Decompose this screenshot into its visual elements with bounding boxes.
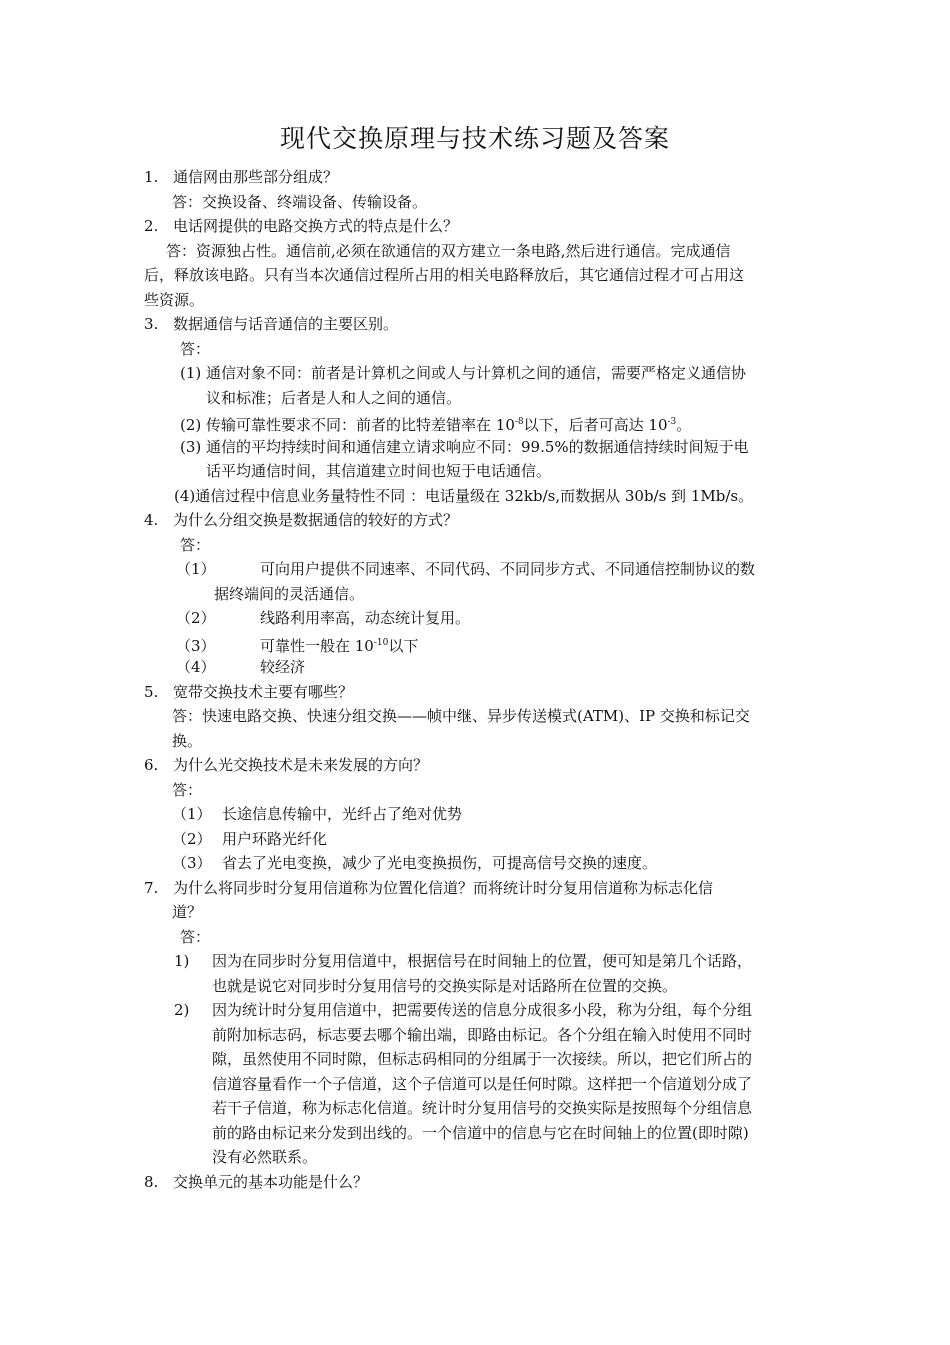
answer-label: 答：	[172, 780, 203, 799]
answer-label: 答：	[180, 339, 211, 358]
question-number: 8.	[144, 1172, 159, 1191]
answer-6-item-3	[144, 851, 810, 876]
answer-3-point-3: (3) 通信的平均持续时间和通信建立请求响应不同：99.5%的数据通信持续时间短于电	[180, 437, 749, 456]
question-text: 为什么将同步时分复用信道称为位置化信道？而将统计时分复用信道称为标志化信	[173, 878, 714, 897]
superscript: -10	[373, 637, 389, 648]
item-number: 2)	[174, 1001, 190, 1019]
item-text: 因为在同步时分复用信道中，根据信号在时间轴上的位置，便可知是第几个话路，	[212, 952, 753, 970]
answer-4-item-3	[144, 631, 810, 656]
item-number: （2）	[176, 609, 216, 627]
question-number: 5.	[144, 682, 159, 701]
question-2	[144, 214, 810, 239]
item-text: 线路利用率高，动态统计复用。	[260, 609, 471, 627]
answer-3-point-4: (4)通信过程中信息业务量特性不同 ：电话量级在 32kb/s,而数据从 30b/s 到 1Mb/s。	[174, 486, 754, 505]
answer-2-line-2: 后，释放该电路。只有当本次通信过程所占用的相关电路释放后，其它通信过程才可占用这	[144, 266, 745, 284]
question-4	[144, 508, 810, 533]
question-text: 宽带交换技术主要有哪些？	[173, 682, 354, 701]
text-segment: 。	[676, 416, 692, 434]
answer-3-point-3-cont: 话平均通信时间，其信道建立时间也短于电话通信。	[206, 462, 552, 480]
question-6	[144, 753, 810, 778]
answer-7-point-2-cont: 隙，虽然使用不同时隙，但标志码相同的分组属于一次接续。所以，把它们所占的	[212, 1050, 753, 1068]
answer-5-line-1: 答：快速电路交换、快速分组交换——帧中继、异步传送模式(ATM)、IP 交换和标记交	[172, 707, 750, 725]
document-body	[144, 165, 810, 1194]
question-text: 交换单元的基本功能是什么？	[173, 1172, 369, 1191]
answer-1: 答：交换设备、终端设备、传输设备。	[172, 192, 428, 211]
answer-7-point-1-cont: 也就是说它对同步时分复用信号的交换实际是对话路所在位置的交换。	[212, 976, 678, 995]
answer-label: 答：	[180, 535, 211, 554]
answer-7-point-2	[144, 998, 810, 1023]
item-number: （3）	[176, 636, 216, 655]
text-segment: 以下，后者可高达 10	[523, 416, 668, 434]
answer-label: 答：	[180, 927, 211, 946]
answer-7-point-2-cont: 没有必然联系。	[212, 1148, 318, 1166]
question-text: 通信网由那些部分组成？	[173, 168, 339, 186]
question-7-cont: 道？	[172, 903, 203, 921]
answer-2-line-3: 些资源。	[144, 290, 205, 309]
question-number: 7.	[144, 878, 159, 897]
question-3	[144, 312, 810, 337]
question-5	[144, 680, 810, 705]
item-number: （1）	[176, 560, 216, 578]
question-number: 2.	[144, 217, 159, 235]
answer-3-point-2	[144, 410, 810, 435]
answer-7-point-2-cont: 前附加标志码，标志要去哪个输出端，即路由标记。各个分组在输入时使用不同时	[212, 1025, 753, 1044]
answer-5-line-2: 换。	[172, 731, 203, 750]
answer-6-item-2	[144, 827, 810, 852]
question-number: 1.	[144, 168, 159, 186]
question-text: 数据通信与话音通信的主要区别。	[173, 315, 399, 333]
answer-4-item-2	[144, 606, 810, 631]
item-text: 用户环路光纤化	[222, 829, 328, 848]
answer-2-line-1: 答：资源独占性。通信前,必须在欲通信的双方建立一条电路,然后进行通信。完成通信	[166, 241, 731, 260]
question-text: 为什么分组交换是数据通信的较好的方式？	[173, 511, 459, 529]
item-text: 可向用户提供不同速率、不同代码、不同同步方式、不同通信控制协议的数	[260, 560, 756, 578]
answer-7-point-2-cont: 信道容量看作一个子信道，这个子信道可以是任何时隙。这样把一个信道划分成了	[212, 1074, 753, 1093]
item-text: 较经济	[260, 658, 306, 676]
answer-3-point-1-cont: 议和标准；后者是人和人之间的通信。	[206, 388, 462, 407]
question-1	[144, 165, 810, 190]
answer-7-point-2-cont: 若干子信道，称为标志化信道。统计时分复用信号的交换实际是按照每个分组信息	[212, 1099, 753, 1117]
question-text: 电话网提供的电路交换方式的特点是什么？	[173, 217, 459, 235]
item-text: 省去了光电变换，减少了光电变换损伤，可提高信号交换的速度。	[222, 854, 658, 872]
question-7	[144, 876, 810, 901]
superscript: -8	[514, 417, 524, 427]
question-8	[144, 1170, 810, 1195]
item-number: （1）	[172, 805, 212, 823]
answer-4-item-1	[144, 557, 810, 582]
item-number: （3）	[172, 854, 212, 872]
page-title: 现代交换原理与技术练习题及答案	[279, 124, 670, 153]
answer-4-item-1-cont: 据终端间的灵活通信。	[214, 584, 365, 603]
item-text: 长途信息传输中，光纤占了绝对优势	[222, 805, 463, 823]
item-text: 可靠性一般在 10	[260, 636, 374, 655]
question-number: 4.	[144, 511, 159, 529]
item-number: （4）	[176, 658, 216, 676]
item-text: 因为统计时分复用信道中，把需要传送的信息分成很多小段，称为分组，每个分组	[212, 1001, 753, 1019]
answer-3-point-1: (1) 通信对象不同：前者是计算机之间或人与计算机之间的通信，需要严格定义通信协	[180, 364, 747, 382]
answer-7-point-1	[144, 949, 810, 974]
answer-4-item-4	[144, 655, 810, 680]
answer-7-point-2-cont: 前的路由标记来分发到出线的。一个信道中的信息与它在时间轴上的位置(即时隙)	[212, 1123, 749, 1142]
item-number: 1)	[174, 952, 190, 970]
item-number: （2）	[172, 829, 212, 848]
question-number: 6.	[144, 756, 159, 774]
superscript: -3	[667, 417, 677, 427]
question-number: 3.	[144, 315, 159, 333]
text-segment: (2) 传输可靠性要求不同：前者的比特差错率在 10	[180, 416, 515, 434]
question-text: 为什么光交换技术是未来发展的方向？	[173, 756, 429, 774]
answer-6-item-1	[144, 802, 810, 827]
item-text: 以下	[388, 636, 419, 655]
